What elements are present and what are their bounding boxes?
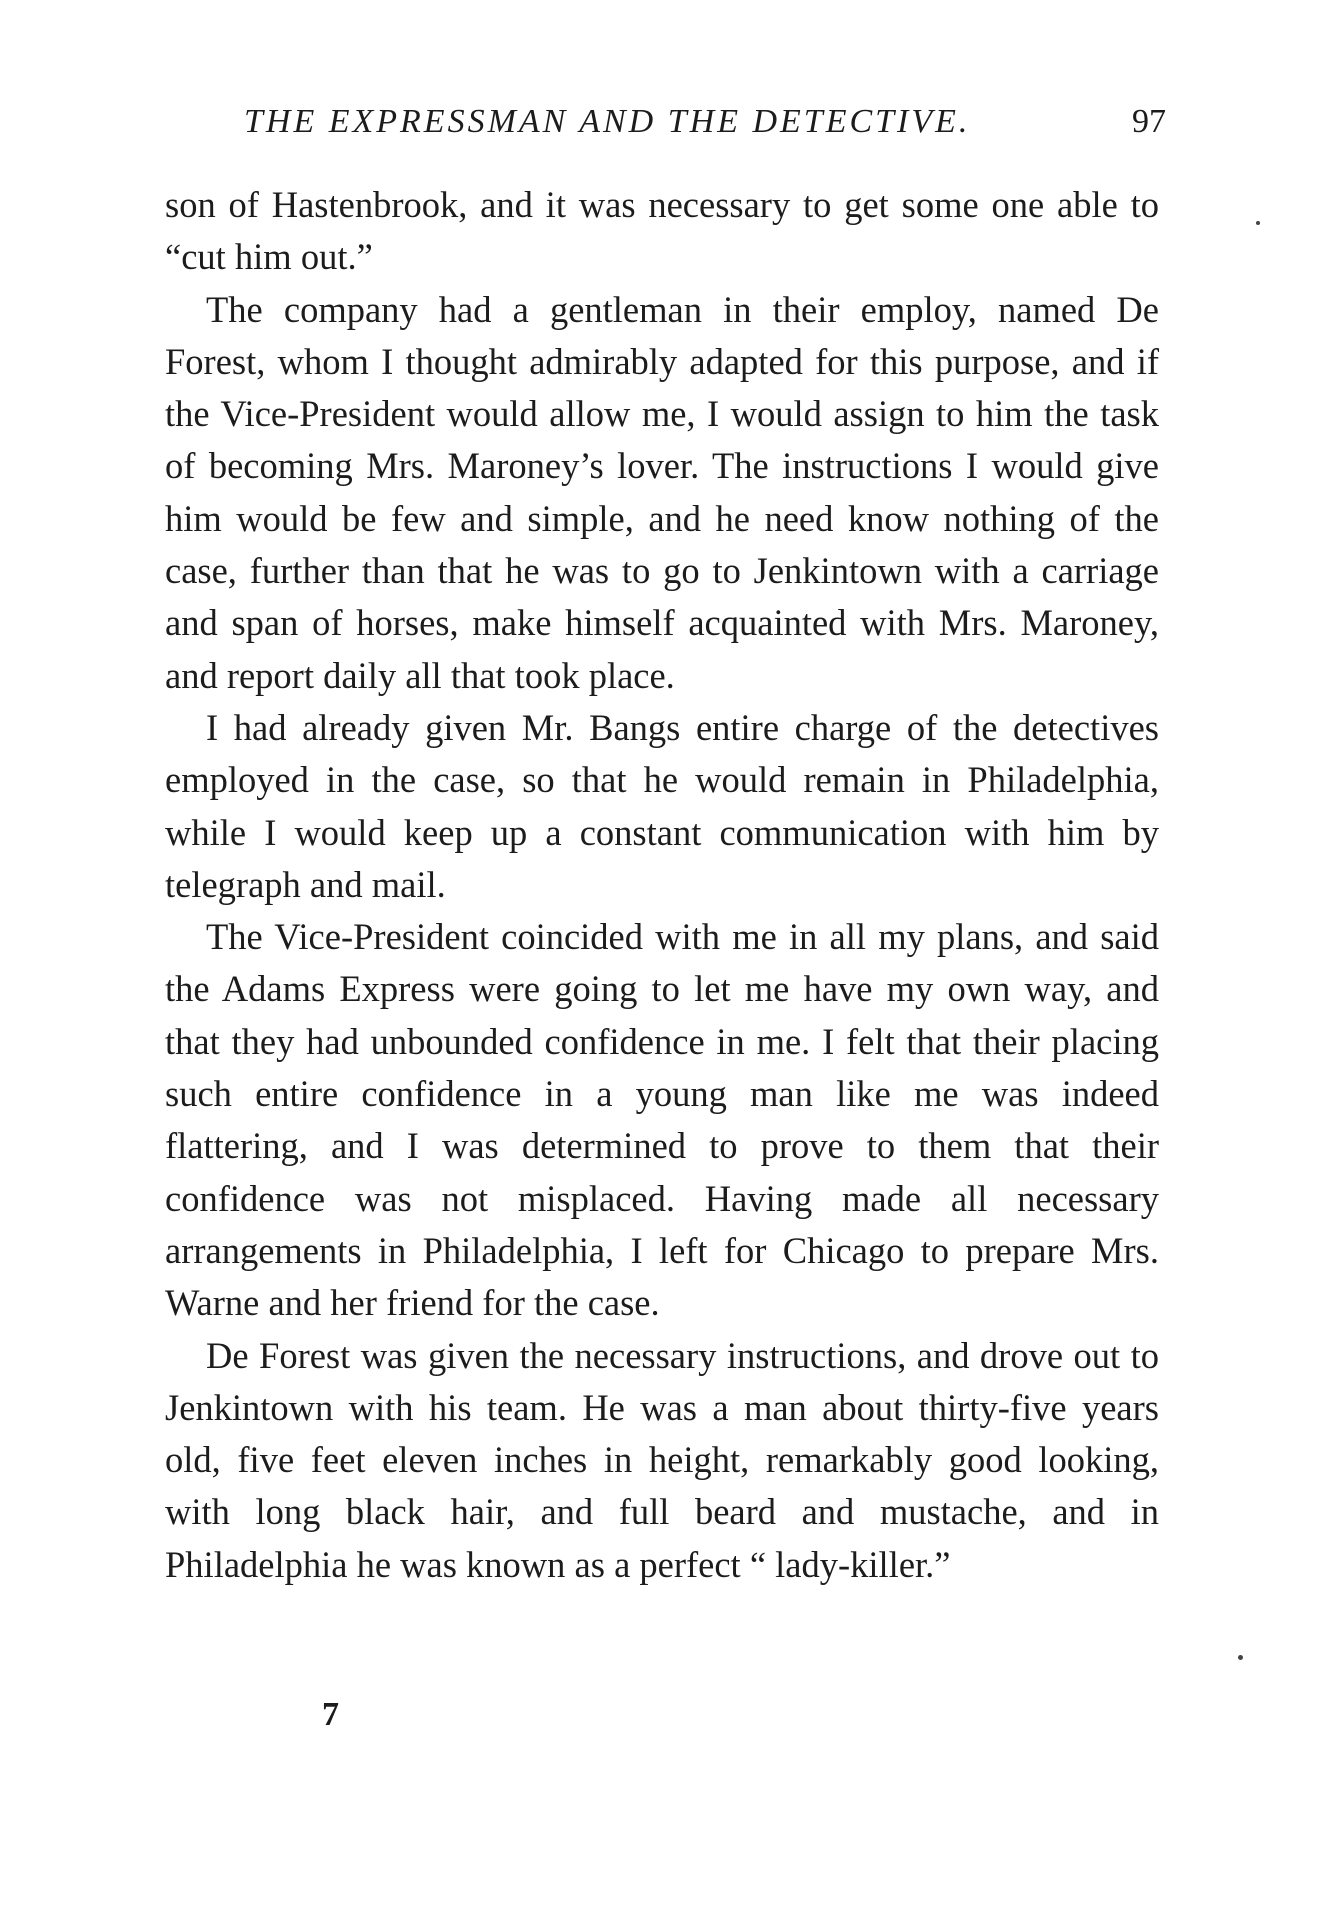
page-number: 97 bbox=[1132, 103, 1166, 140]
running-title: THE EXPRESSMAN AND THE DETECTIVE. bbox=[244, 103, 971, 140]
paragraph-mr-bangs: I had already given Mr. Bangs entire charge of the detectives employed in the case, so that he would remain in Philadelphia, while I would keep up a constant communication with him by telegraph and mail. bbox=[165, 706, 1159, 905]
running-head bbox=[244, 100, 1166, 144]
paragraph-de-forest: The company had a gentleman in their employ, named De Forest, whom I thought admirably adapted for this purpose, and if the Vice-President would allow me, I would assign to him the task of becoming Mrs. Maroney’s lover. The instructions I would give him would be few and simple, and he need know nothing of the case, further than that he was to go to Jenkintown with a carriage and span of horses, make himself acquainted with Mrs. Maroney, and report daily all that took place. bbox=[165, 288, 1159, 696]
paragraph-continued: son of Hastenbrook, and it was necessary to get some one able to “cut him out.” bbox=[165, 184, 1159, 278]
paragraph-jenkintown: De Forest was given the necessary instructions, and drove out to Jenkintown with his team. He was a man about thirty-five years old, five feet eleven inches in height, remarkably good looking, with long black hair, and full beard and mustache, and in Philadelphia he was known as a perfect “ lady-killer.” bbox=[165, 1334, 1159, 1585]
paper-speck bbox=[1256, 221, 1260, 225]
paragraph-vice-president: The Vice-President coincided with me in all my plans, and said the Adams Express were going to let me have my own way, and that they had unbounded confidence in me. I felt that their placing such entire confidence in a young man like me was indeed flattering, and I was determined to prove to them that their confidence was not misplaced. Having made all necessary arrangements in Philadelphia, I left for Chicago to prepare Mrs. Warne and her friend for the case. bbox=[165, 916, 1159, 1324]
paper-speck bbox=[1238, 1655, 1243, 1660]
body-text bbox=[165, 179, 1159, 1591]
signature-mark: 7 bbox=[322, 1696, 339, 1733]
